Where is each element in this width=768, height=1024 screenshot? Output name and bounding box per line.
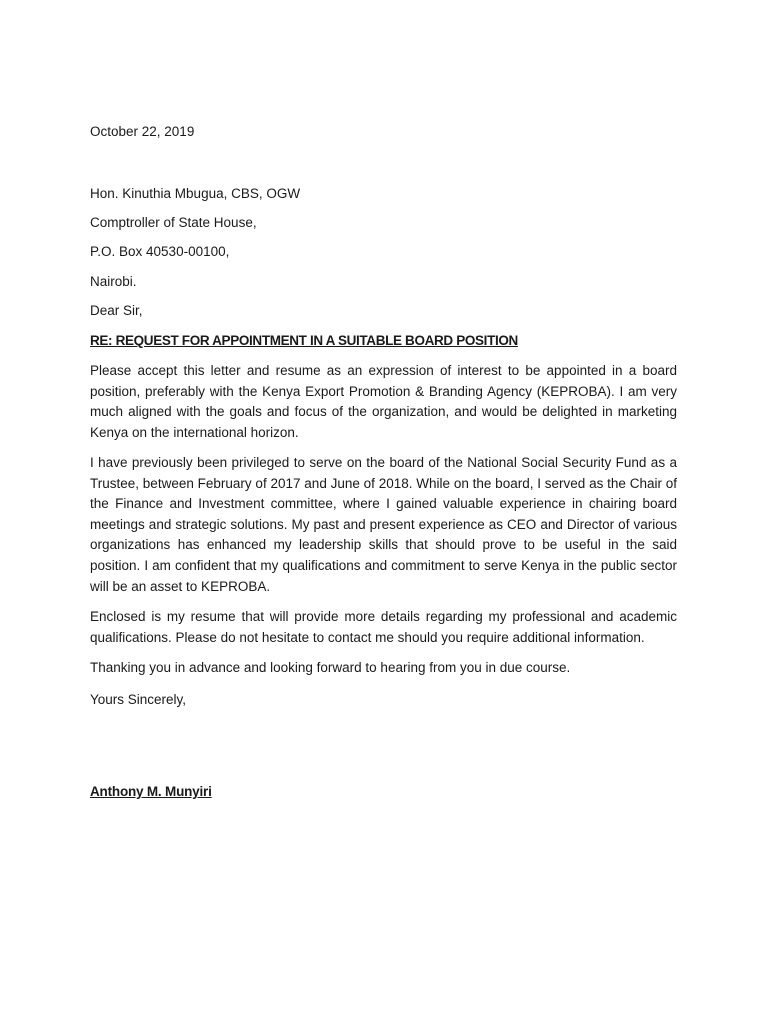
recipient-name: Hon. Kinuthia Mbugua, CBS, OGW [90,186,301,201]
signature-name: Anthony M. Munyiri [90,784,212,799]
paragraph-experience: I have previously been privileged to serve on the board of the National Social Security Fund as a Trustee, between February of 2017 and June of 2018. While on the board, I served as the Chair of the Finance and Investment committee, where I gained valuable experience in chairing board meetings and strategic solutions. My past and present experience as CEO and Director of various organizations has enhanced my leadership skills that should prove to be useful in the said position. I am confident that my qualifications and commitment to serve Kenya in the public sector will be an asset to KEPROBA. [90,455,677,594]
closing: Yours Sincerely, [90,692,187,707]
salutation: Dear Sir, [90,303,143,318]
paragraph-enclosure: Enclosed is my resume that will provide more details regarding my professional and academic qualifications. Please do not hesitate to contact me should you require additional information. [90,609,677,645]
paragraph-interest: Please accept this letter and resume as an expression of interest to be appointed in a board position, preferably with the Kenya Export Promotion & Branding Agency (KEPROBA). I am very much aligned with the goals and focus of the organization, and would be delighted in marketing Kenya on the international horizon. [90,363,677,440]
letter-date: October 22, 2019 [90,124,195,139]
subject-line: RE: REQUEST FOR APPOINTMENT IN A SUITABLE BOARD POSITION [90,333,518,348]
recipient-box: P.O. Box 40530-00100, [90,244,230,259]
paragraph-thanks: Thanking you in advance and looking forward to hearing from you in due course. [90,660,571,675]
recipient-title: Comptroller of State House, [90,215,257,230]
recipient-city: Nairobi. [90,274,137,289]
